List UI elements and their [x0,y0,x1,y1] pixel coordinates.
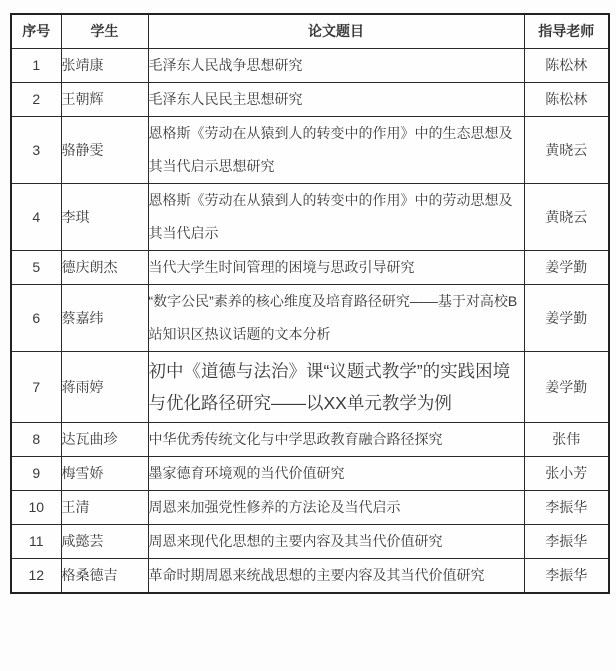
table-header [11,14,609,49]
serial-cell: 10 [11,491,61,525]
serial-cell: 12 [11,559,61,594]
table-row [11,423,609,457]
table-row [11,285,609,352]
student-cell: 骆静雯 [61,117,148,184]
column-header-student: 学生 [61,14,148,49]
table-row [11,352,609,423]
title-cell: 当代大学生时间管理的困境与思政引导研究 [148,251,524,285]
table-row [11,184,609,251]
title-cell: 墨家德育环境观的当代价值研究 [148,457,524,491]
advisor-cell: 李振华 [524,491,609,525]
student-cell: 蔡嘉纬 [61,285,148,352]
serial-cell: 5 [11,251,61,285]
serial-cell: 2 [11,83,61,117]
column-header-title: 论文题目 [148,14,524,49]
thesis-table [10,13,610,594]
student-cell: 梅雪娇 [61,457,148,491]
advisor-cell: 姜学勤 [524,352,609,423]
table-row [11,559,609,594]
advisor-cell: 姜学勤 [524,251,609,285]
serial-cell: 7 [11,352,61,423]
serial-cell: 1 [11,49,61,83]
table-row [11,525,609,559]
student-cell: 张靖康 [61,49,148,83]
serial-cell: 9 [11,457,61,491]
title-cell: 周恩来加强党性修养的方法论及当代启示 [148,491,524,525]
serial-cell: 11 [11,525,61,559]
advisor-cell: 陈松林 [524,83,609,117]
student-cell: 王清 [61,491,148,525]
title-cell: 恩格斯《劳动在从猿到人的转变中的作用》中的劳动思想及其当代启示 [148,184,524,251]
student-cell: 咸懿芸 [61,525,148,559]
title-cell: “数字公民”素养的核心维度及培育路径研究——基于对高校B站知识区热议话题的文本分析 [148,285,524,352]
serial-cell: 8 [11,423,61,457]
advisor-cell: 陈松林 [524,49,609,83]
advisor-cell: 李振华 [524,525,609,559]
table-row [11,491,609,525]
serial-cell: 6 [11,285,61,352]
table-row [11,251,609,285]
student-cell: 格桑德吉 [61,559,148,594]
table-row [11,49,609,83]
title-cell: 中华优秀传统文化与中学思政教育融合路径探究 [148,423,524,457]
table-body [11,49,609,594]
column-header-advisor: 指导老师 [524,14,609,49]
serial-cell: 4 [11,184,61,251]
student-cell: 李琪 [61,184,148,251]
serial-cell: 3 [11,117,61,184]
advisor-cell: 张小芳 [524,457,609,491]
title-cell: 恩格斯《劳动在从猿到人的转变中的作用》中的生态思想及其当代启示思想研究 [148,117,524,184]
advisor-cell: 张伟 [524,423,609,457]
student-cell: 蒋雨婷 [61,352,148,423]
title-cell: 毛泽东人民民主思想研究 [148,83,524,117]
title-cell: 初中《道德与法治》课“议题式教学”的实践困境与优化路径研究——以XX单元教学为例 [148,352,524,423]
advisor-cell: 黄晓云 [524,117,609,184]
advisor-cell: 黄晓云 [524,184,609,251]
table-row [11,83,609,117]
table-row [11,457,609,491]
advisor-cell: 姜学勤 [524,285,609,352]
advisor-cell: 李振华 [524,559,609,594]
student-cell: 德庆朗杰 [61,251,148,285]
student-cell: 达瓦曲珍 [61,423,148,457]
title-cell: 毛泽东人民战争思想研究 [148,49,524,83]
title-cell: 周恩来现代化思想的主要内容及其当代价值研究 [148,525,524,559]
student-cell: 王朝辉 [61,83,148,117]
header-row [11,14,609,49]
table-row [11,117,609,184]
column-header-no: 序号 [11,14,61,49]
title-cell: 革命时期周恩来统战思想的主要内容及其当代价值研究 [148,559,524,594]
